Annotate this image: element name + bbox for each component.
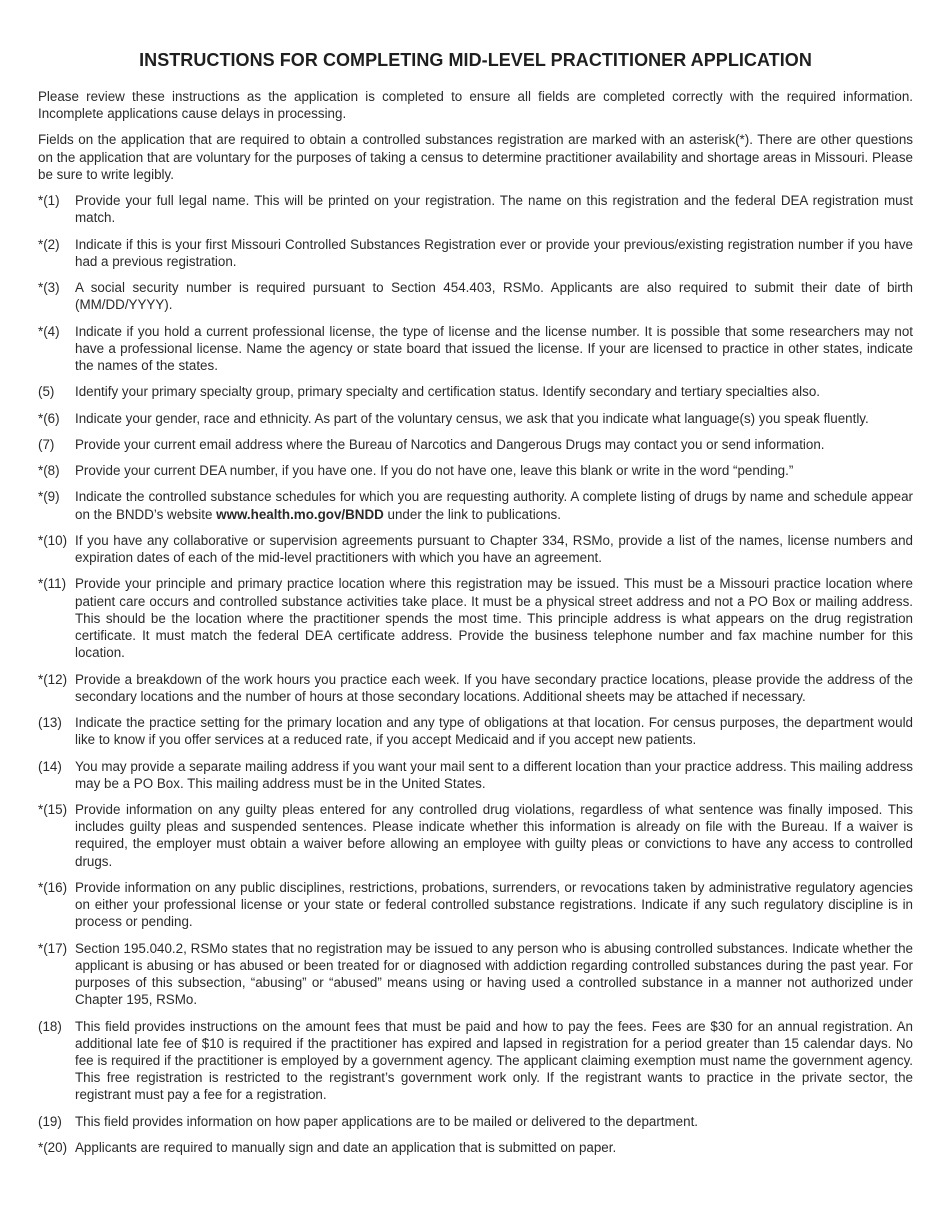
item-number: (13) bbox=[38, 715, 62, 731]
item-text: This field provides information on how paper applications are to be mailed or delivered to the department. bbox=[75, 1113, 699, 1129]
item-text: Indicate your gender, race and ethnicity. As part of the voluntary census, we ask that you indicate what language(s) you speak fluently. bbox=[75, 410, 869, 426]
item-number: *(6) bbox=[38, 410, 60, 426]
item-text bbox=[75, 488, 913, 522]
instruction-item bbox=[38, 383, 913, 400]
instruction-item bbox=[38, 1018, 913, 1104]
item-text: Provide a breakdown of the work hours you practice each week. If you have secondary practice locations, please provide the address of the secondary locations and the number of hours at those secondary locations. Additional sheets may be attached if necessary. bbox=[75, 671, 913, 704]
instruction-item bbox=[38, 671, 913, 705]
item-number: (7) bbox=[38, 436, 55, 452]
item-number: (14) bbox=[38, 758, 62, 774]
item-number: *(8) bbox=[38, 463, 60, 479]
item-number: (19) bbox=[38, 1113, 62, 1129]
item-number: *(15) bbox=[38, 802, 68, 818]
page-title: INSTRUCTIONS FOR COMPLETING MID-LEVEL PRACTITIONER APPLICATION bbox=[139, 50, 812, 70]
item-number: *(17) bbox=[38, 940, 68, 956]
item-text: You may provide a separate mailing address if you want your mail sent to a different location than your practice address. This mailing address may be a PO Box. This mailing address must be in the United States. bbox=[75, 758, 913, 791]
item-text: Indicate the practice setting for the primary location and any type of obligations at that location. For census purposes, the department would like to know if you offer services at a reduced rate, if you accept Medicaid and if you accept new patients. bbox=[75, 715, 913, 748]
instruction-item bbox=[38, 532, 913, 566]
bndd-website-link[interactable]: www.health.mo.gov/BNDD bbox=[216, 506, 384, 522]
instruction-item bbox=[38, 714, 913, 748]
item-number: *(9) bbox=[38, 489, 60, 505]
instruction-item bbox=[38, 323, 913, 375]
instruction-item bbox=[38, 801, 913, 870]
instruction-item bbox=[38, 575, 913, 661]
item-number: *(10) bbox=[38, 532, 68, 548]
item-text-after-link: under the link to publications. bbox=[383, 506, 561, 522]
item-text: Identify your primary specialty group, primary specialty and certification status. Identify secondary and tertiary specialties also. bbox=[75, 384, 821, 400]
item-text: This field provides instructions on the amount fees that must be paid and how to pay the fees. Fees are $30 for an annual registration. An additional late fee of $10 is required if the practitioner has expired and lapsed in registration for a period greater than 15 calendar days. No fee is required if the practitioner is employed by a government agency. The applicant claiming exemption must name the government agency. This free registration is restricted to the registrant’s government work only. If the registrant wants to practice in the private sector, the registrant must pay a fee for a registration. bbox=[75, 1018, 913, 1103]
item-text: Provide your principle and primary practice location where this registration may be issued. This must be a Missouri practice location where patient care occurs and controlled substance activities take place. It must be a physical street address and not a PO Box or mailing address. This should be the location where the practitioner spends the most time. This principle address is what appears on the drug registration certificate. It must match the federal DEA certificate address. Provide the business telephone number and fax machine number for this location. bbox=[75, 576, 913, 661]
item-number: (5) bbox=[38, 384, 55, 400]
instruction-item bbox=[38, 192, 913, 226]
item-number: *(12) bbox=[38, 671, 68, 687]
instruction-item bbox=[38, 1139, 913, 1156]
item-text-before-link: Indicate the controlled substance schedules for which you are requesting authority. A complete listing of drugs by name and schedule appear on the BNDD’s website bbox=[75, 489, 913, 522]
instruction-item bbox=[38, 1113, 913, 1130]
item-text: Applicants are required to manually sign and date an application that is submitted on paper. bbox=[75, 1139, 617, 1155]
item-number: (18) bbox=[38, 1018, 62, 1034]
item-text: Provide your full legal name. This will be printed on your registration. The name on this registration and the federal DEA registration must match. bbox=[75, 193, 913, 226]
instruction-item bbox=[38, 462, 913, 479]
instruction-item bbox=[38, 279, 913, 313]
item-text: Provide your current DEA number, if you have one. If you do not have one, leave this blank or write in the word “pending.” bbox=[75, 463, 794, 479]
instruction-item bbox=[38, 488, 913, 522]
item-number: *(4) bbox=[38, 323, 60, 339]
instruction-item bbox=[38, 236, 913, 270]
instruction-item bbox=[38, 410, 913, 427]
item-number: *(2) bbox=[38, 236, 60, 252]
item-text: Indicate if this is your first Missouri Controlled Substances Registration ever or provide your previous/existing registration number if you have had a previous registration. bbox=[75, 236, 913, 269]
item-number: *(20) bbox=[38, 1139, 68, 1155]
item-text: Indicate if you hold a current professional license, the type of license and the license number. It is possible that some researchers may not have a professional license. Name the agency or state board that issued the license. If your are licensed to practice in other states, indicate the names of the states. bbox=[75, 323, 913, 373]
instruction-item bbox=[38, 436, 913, 453]
item-text: Section 195.040.2, RSMo states that no registration may be issued to any person who is abusing controlled substances. Indicate whether the applicant is abusing or has abused or been treated for or diagnosed with addiction regarding controlled substances during the past year. For purposes of this subsection, “abusing” or “abused” means using or having used a controlled substance in a manner not authorized under Chapter 195, RSMo. bbox=[75, 940, 913, 1008]
instructions-page bbox=[38, 50, 913, 1165]
item-number: *(1) bbox=[38, 193, 60, 209]
intro-paragraph: Fields on the application that are required to obtain a controlled substances registration are marked with an asterisk(*). There are other questions on the application that are voluntary for the purposes of taking a census to determine practitioner availability and shortage areas in Missouri. Please be sure to write legibly. bbox=[38, 132, 913, 182]
instruction-item bbox=[38, 940, 913, 1009]
item-text: If you have any collaborative or supervision agreements pursuant to Chapter 334, RSMo, provide a list of the names, license numbers and expiration dates of each of the mid-level practitioners with which you have an agreement. bbox=[75, 532, 913, 566]
item-number: *(3) bbox=[38, 280, 60, 296]
item-number: *(16) bbox=[38, 879, 68, 895]
instruction-item bbox=[38, 758, 913, 792]
item-text: Provide information on any guilty pleas entered for any controlled drug violations, regardless of what sentence was finally imposed. This includes guilty pleas and suspended sentences. Please indicate whether this information is already on file with the Bureau. If a waiver is required, the employer must obtain a waiver before allowing an employee with guilty pleas or convictions to have any access to controlled drugs. bbox=[75, 802, 913, 869]
intro-paragraph: Please review these instructions as the application is completed to ensure all fields are completed correctly with the required information. Incomplete applications cause delays in processing. bbox=[38, 89, 913, 122]
item-text: Provide your current email address where the Bureau of Narcotics and Dangerous Drugs may contact you or send information. bbox=[75, 436, 825, 452]
item-text: A social security number is required pursuant to Section 454.403, RSMo. Applicants are also required to submit their date of birth (MM/DD/YYYY). bbox=[75, 280, 913, 313]
item-number: *(11) bbox=[38, 576, 67, 592]
item-text: Provide information on any public disciplines, restrictions, probations, surrenders, or revocations taken by administrative regulatory agencies on either your professional license or your state or federal controlled substance registrations. Indicate if any such regulatory discipline is in process or pending. bbox=[75, 879, 913, 930]
instruction-item bbox=[38, 879, 913, 931]
